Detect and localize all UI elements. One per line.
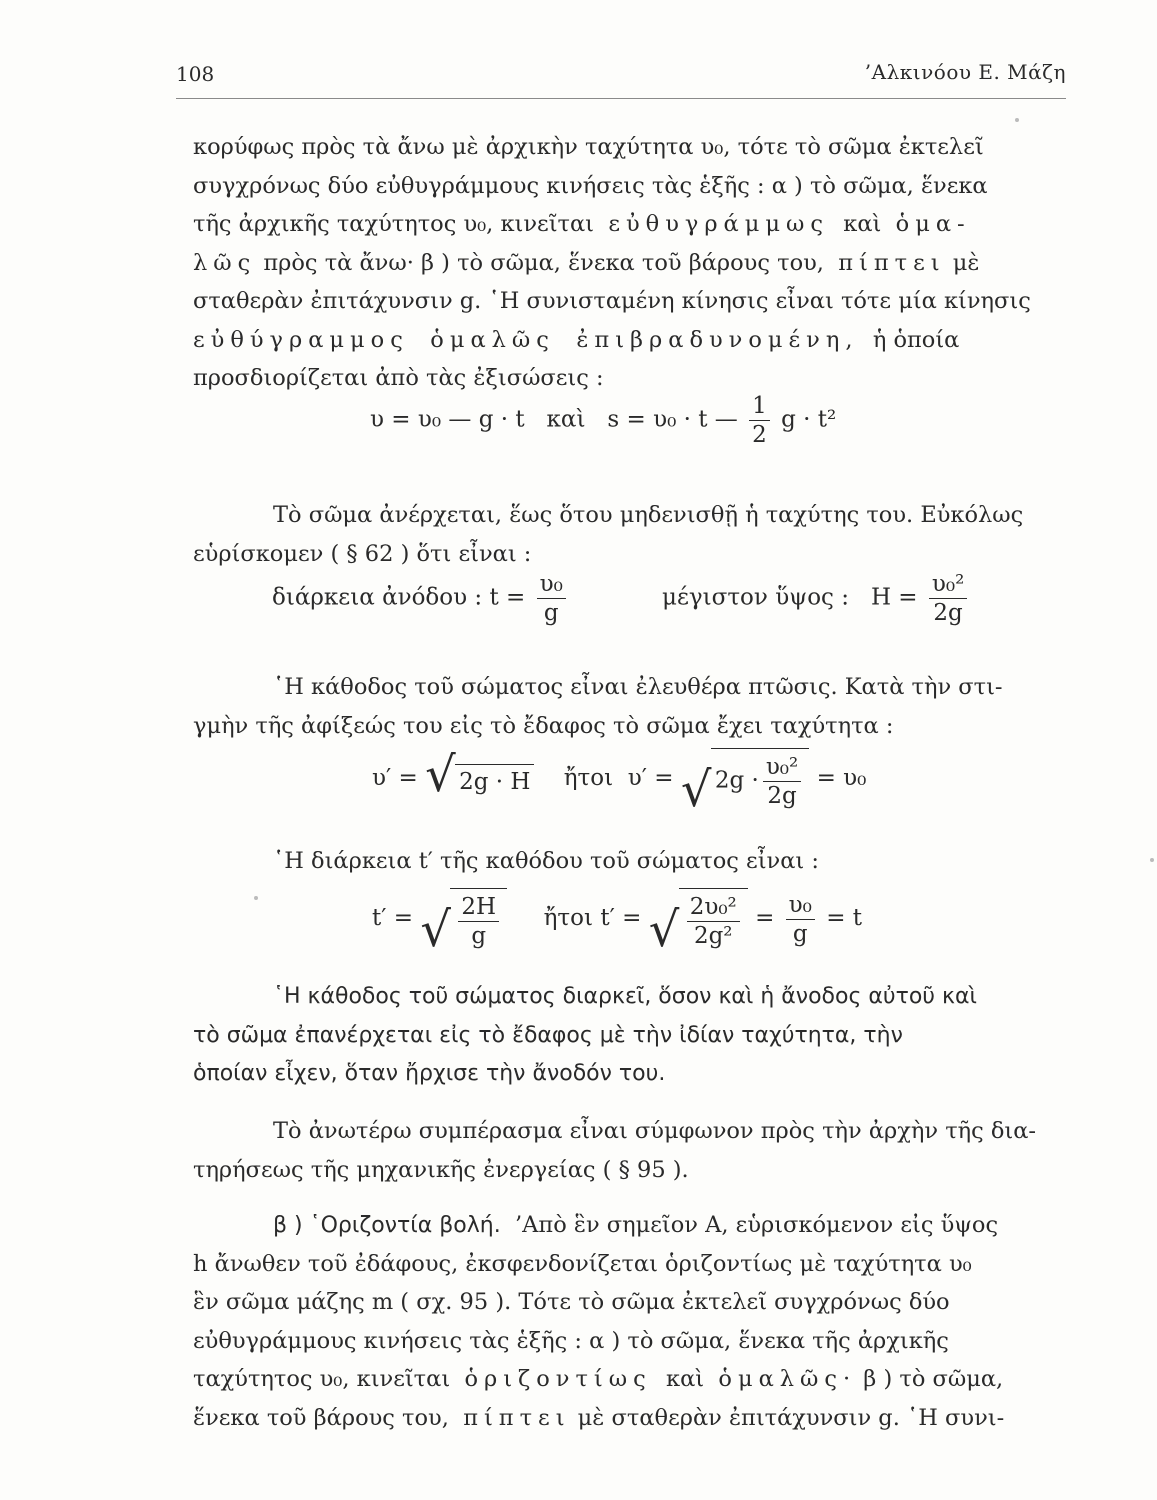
page-number: 108: [176, 62, 215, 86]
print-speck: [1150, 858, 1154, 862]
text-line: εὐθύγραμμος ὁμαλῶς ἐπιβραδυνομένη, ἡ ὁποία: [193, 326, 960, 353]
square-root: √ 2g · $\frac{\text{υ₀²}}{2g}$: [681, 748, 809, 810]
text-line: ῾Η κάθοδος τοῦ σώματος διαρκεῖ, ὅσον καὶ ἡ ἄνοδος αὐτοῦ καὶ: [273, 984, 977, 1009]
equation-max-height: μέγιστον ὕψος : H = $\frac{\text{υ₀²}}{2g}$: [662, 570, 971, 627]
text-line: εὐθυγράμμους κινήσεις τὰς ἑξῆς : α ) τὸ σῶμα, ἕνεκα τῆς ἀρχικῆς: [193, 1327, 949, 1354]
fraction: $\frac{1}{2}$: [749, 392, 770, 449]
square-root: √ 2g · H: [425, 764, 534, 795]
text-line: β ) ῾Οριζοντία βολή. ’Απὸ ἓν σημεῖον Α, εὑρισκόμενον εἰς ὕψος: [273, 1212, 999, 1238]
paragraph-descent-duration: [193, 842, 1073, 881]
text-line: κορύφως πρὸς τὰ ἄνω μὲ ἀρχικὴν ταχύτητα υ₀, τότε τὸ σῶμα ἐκτελεῖ: [193, 134, 984, 160]
text-line: Τὸ ἀνωτέρω συμπέρασμα εἶναι σύμφωνον πρὸς τὴν ἀρχὴν τῆς δια-: [273, 1118, 1037, 1144]
spaced-term: εὐθυγράμμως: [608, 211, 829, 237]
text-line: ῾Η διάρκεια t′ τῆς καθόδου τοῦ σώματος εἶναι :: [273, 848, 819, 874]
text-line: γμὴν τῆς ἀφίξεώς του εἰς τὸ ἔδαφος τὸ σῶμα ἔχει ταχύτητα :: [193, 712, 894, 739]
text-line: ταχύτητος υ₀, κινεῖται ὁριζοντίως καὶ ὁμαλῶς· β ) τὸ σῶμα,: [193, 1366, 1004, 1392]
fraction: $\frac{\text{υ₀}}{g}$: [786, 891, 815, 948]
text-line: Τὸ σῶμα ἀνέρχεται, ἕως ὅτου μηδενισθῇ ἡ ταχύτης του. Εὐκόλως: [273, 502, 1024, 528]
text-line: συγχρόνως δύο εὐθυγράμμους κινήσεις τὰς ἑξῆς : α ) τὸ σῶμα, ἕνεκα: [193, 172, 988, 199]
fraction: $\frac{\text{υ₀}}{g}$: [537, 570, 566, 627]
text-line: ἕνεκα τοῦ βάρους του, πίπτει μὲ σταθερὰν ἐπιτάχυνσιν g. ῾Η συνι-: [193, 1404, 1005, 1431]
page-header: [176, 58, 1066, 99]
square-root: √ $\frac{2H}{g}$: [420, 888, 507, 950]
paragraph-conclusion: [193, 978, 1073, 1094]
paragraph-energy-conservation: [193, 1112, 1073, 1189]
text-line: τῆς ἀρχικῆς ταχύτητος υ₀, κινεῖται εὐθυγράμμως καὶ ὁμα-: [193, 211, 971, 237]
spaced-term: πίπτει: [838, 249, 946, 276]
text-line: εὑρίσκομεν ( § 62 ) ὅτι εἶναι :: [193, 540, 532, 567]
paragraph-vertical-throw: [193, 128, 1073, 398]
equation-motion: υ = υ₀ — g · t καὶ s = υ₀ · t — $\frac{1}{2}$ g · t²: [370, 393, 837, 448]
print-speck: [254, 896, 258, 900]
paragraph-ascent: [193, 496, 1073, 573]
text-line: ἓν σῶμα μάζης m ( σχ. 95 ). Τότε τὸ σῶμα ἐκτελεῖ συγχρόνως δύο: [193, 1289, 950, 1315]
equation-descent-time: t′ = √ $\frac{2H}{g}$ ἤτοι t′ = √ $\frac{\text{2υ₀²}}{\text{2g²}}$ = $\frac{\text{υ₀}}{g}$ = t: [372, 888, 862, 950]
text-line: τηρήσεως τῆς μηχανικῆς ἐνεργείας ( § 95 ).: [193, 1156, 689, 1183]
equation-ascent-duration: διάρκεια ἀνόδου : t = $\frac{\text{υ₀}}{g}$: [272, 570, 570, 627]
text-line: σταθερὰν ἐπιτάχυνσιν g. ῾Η συνισταμένη κίνησις εἶναι τότε μία κίνησις: [193, 288, 1031, 314]
running-head: ’Αλκινόου Ε. Μάζη: [864, 60, 1066, 84]
text-line: h ἄνωθεν τοῦ ἐδάφους, ἐκσφενδονίζεται ὁριζοντίως μὲ ταχύτητα υ₀: [193, 1250, 972, 1277]
text-line: ῾Η κάθοδος τοῦ σώματος εἶναι ἐλευθέρα πτῶσις. Κατὰ τὴν στι-: [273, 674, 1003, 700]
text-line: προσδιορίζεται ἀπὸ τὰς ἐξισώσεις :: [193, 365, 604, 391]
text-line: ὁποίαν εἶχεν, ὅταν ἤρχισε τὴν ἄνοδόν του.: [193, 1061, 666, 1086]
square-root: √ $\frac{\text{2υ₀²}}{\text{2g²}}$: [649, 888, 748, 950]
section-heading: β ) ῾Οριζοντία βολή.: [273, 1213, 501, 1238]
text-line: τὸ σῶμα ἐπανέρχεται εἰς τὸ ἔδαφος μὲ τὴν ἰδίαν ταχύτητα, τὴν: [193, 1022, 903, 1048]
equation-final-velocity: υ′ = √ 2g · H ἤτοι υ′ = √ 2g · $\frac{\text{υ₀²}}{2g}$ = υ₀: [372, 746, 867, 818]
print-speck: [1015, 118, 1019, 122]
paragraph-horizontal-throw: [193, 1206, 1073, 1437]
text-line: λῶς πρὸς τὰ ἄνω· β ) τὸ σῶμα, ἕνεκα τοῦ βάρους του, πίπτει μὲ: [193, 249, 980, 276]
fraction: $\frac{\text{υ₀²}}{2g}$: [929, 570, 967, 627]
paragraph-descent: [193, 668, 1073, 745]
